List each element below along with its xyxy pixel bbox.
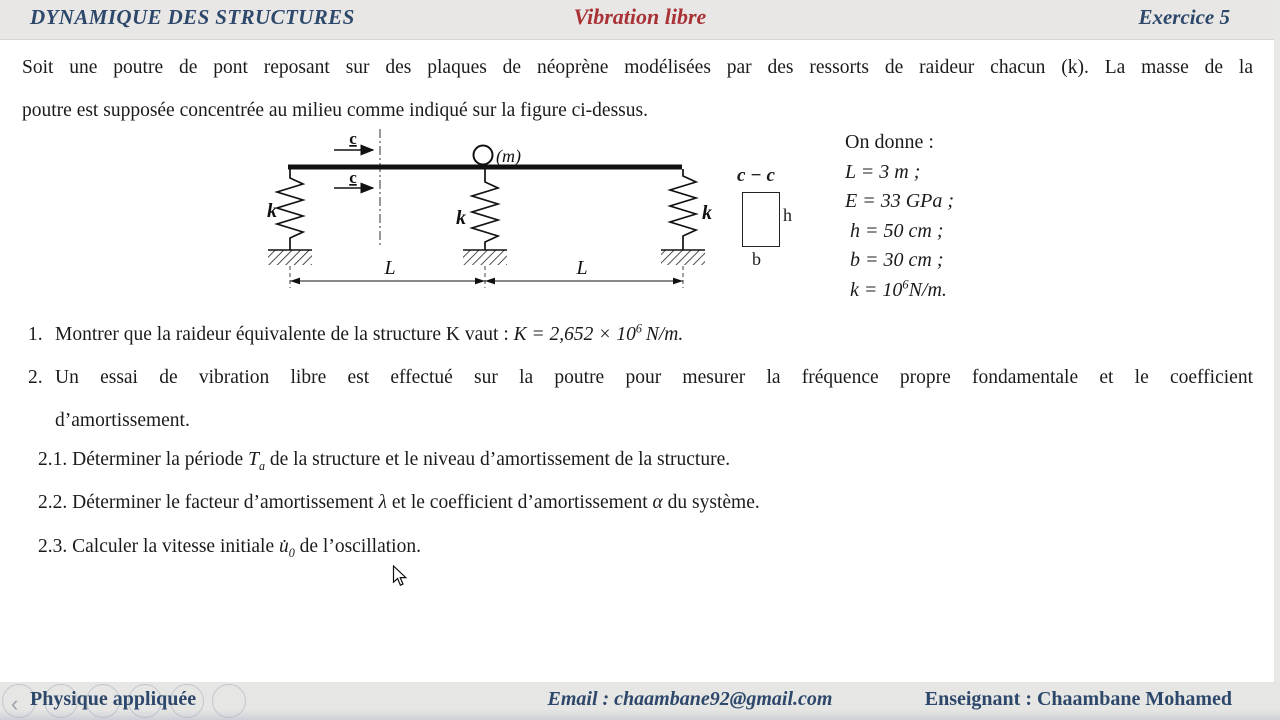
question-2-2-text-mid: et le coefficient d’amortissement bbox=[387, 492, 653, 513]
given-title: On donne : bbox=[845, 131, 934, 153]
given-item-unit: N/m. bbox=[908, 278, 947, 301]
question-2-body bbox=[55, 356, 1253, 442]
exercise-number: Exercice 5 bbox=[1138, 5, 1230, 29]
question-2-2-text: Déterminer le facteur d’amortissement bbox=[67, 492, 379, 513]
question-2-1-text: Déterminer la période bbox=[67, 449, 249, 470]
figure bbox=[0, 125, 1280, 310]
question-1-number: 1. bbox=[28, 324, 43, 345]
cross-section-width-label: b bbox=[752, 249, 761, 269]
question-2-3-text-end: de l’oscillation. bbox=[294, 536, 421, 557]
mouse-cursor-icon bbox=[392, 565, 408, 587]
question-2-line-2: d’amortissement. bbox=[55, 410, 190, 431]
cross-section bbox=[735, 165, 815, 300]
given-data bbox=[845, 128, 954, 305]
section-mark-bottom: c bbox=[349, 168, 357, 187]
question-2-1-number: 2.1. bbox=[38, 449, 68, 470]
velocity-subscript: 0 bbox=[288, 545, 295, 560]
question-2-3 bbox=[38, 533, 1253, 561]
intro-paragraph bbox=[22, 46, 1253, 132]
given-item-h bbox=[845, 217, 954, 247]
dim-label-left: L bbox=[384, 257, 396, 279]
video-edge-strip bbox=[1274, 0, 1280, 720]
spring-right bbox=[670, 169, 696, 250]
dim-arrow bbox=[485, 278, 495, 285]
footer-subject: Physique appliquée bbox=[30, 688, 197, 710]
question-2-1-text-end: de la structure et le niveau d’amortissement de la structure. bbox=[265, 449, 731, 470]
footer-bar bbox=[0, 682, 1280, 720]
course-title: DYNAMIQUE DES STRUCTURES bbox=[30, 5, 355, 29]
cross-section-height-label: h bbox=[783, 205, 792, 225]
question-2-2-number: 2.2. bbox=[38, 492, 68, 513]
question-1 bbox=[28, 313, 1253, 356]
given-item-sup: 6 bbox=[902, 276, 909, 291]
period-symbol: T bbox=[248, 449, 259, 470]
watermark-circle bbox=[212, 684, 246, 718]
question-1-formula: K = 2,652 × 10 bbox=[513, 324, 636, 345]
question-2 bbox=[28, 356, 1253, 442]
question-1-formula-exponent: 6 bbox=[635, 321, 642, 336]
question-2-1 bbox=[38, 446, 1253, 474]
ground-left bbox=[268, 250, 312, 265]
dim-arrow bbox=[673, 278, 683, 285]
velocity-symbol: u̇ bbox=[278, 536, 289, 557]
given-item-text: E = 33 GPa ; bbox=[845, 190, 955, 212]
cross-section-title: c − c bbox=[737, 165, 775, 186]
spring-label-middle: k bbox=[456, 207, 466, 229]
mass-circle bbox=[474, 146, 493, 165]
question-2-2 bbox=[38, 489, 1253, 517]
given-item-text: b = 30 cm ; bbox=[850, 249, 944, 271]
question-1-text: Montrer que la raideur équivalente de la structure K vaut : bbox=[55, 324, 514, 345]
spring-label-left: k bbox=[267, 200, 277, 222]
spring-label-right: k bbox=[702, 202, 712, 224]
question-2-line-1: Un essai de vibration libre est effectué sur la poutre pour mesurer la fréquence propre fondamentale et le coefficient bbox=[55, 367, 1253, 388]
question-1-formula-unit: N/m. bbox=[645, 324, 684, 345]
question-2-number: 2. bbox=[28, 367, 43, 388]
given-item-text: k = 10 bbox=[850, 278, 903, 301]
alpha-symbol: α bbox=[652, 492, 663, 513]
header-bar bbox=[0, 0, 1280, 40]
period-subscript: a bbox=[258, 458, 265, 473]
dim-arrow bbox=[290, 278, 300, 285]
lambda-symbol: λ bbox=[378, 492, 388, 513]
cross-section-rect bbox=[742, 192, 780, 247]
ground-middle bbox=[463, 250, 507, 265]
question-2-3-text: Calculer la vitesse initiale bbox=[67, 536, 279, 557]
question-2-3-number: 2.3. bbox=[38, 536, 68, 557]
given-item-E bbox=[845, 187, 954, 217]
given-item-b bbox=[845, 246, 954, 276]
spring-middle bbox=[472, 169, 498, 250]
question-2-2-text-end: du système. bbox=[662, 492, 760, 513]
given-item-text: L = 3 m ; bbox=[845, 160, 921, 183]
given-item-text: h = 50 cm ; bbox=[850, 219, 944, 242]
intro-line-1: Soit une poutre de pont reposant sur des plaques de néoprène modélisées par des ressorts de raideur chacun (k). La masse de la bbox=[22, 57, 1253, 78]
footer-email: Email : chaambane92@gmail.com bbox=[547, 688, 833, 710]
section-mark-top: c bbox=[349, 129, 357, 148]
dim-label-right: L bbox=[576, 257, 588, 279]
beam-diagram bbox=[230, 125, 730, 303]
dim-arrow bbox=[475, 278, 485, 285]
spring-left bbox=[277, 169, 303, 250]
given-item-k bbox=[845, 276, 954, 306]
footer-teacher: Enseignant : Chaambane Mohamed bbox=[924, 688, 1232, 710]
intro-line-2: poutre est supposée concentrée au milieu comme indiqué sur la figure ci-dessus. bbox=[22, 100, 648, 121]
given-item-L bbox=[845, 158, 954, 188]
chevron-left-icon[interactable]: ‹ bbox=[11, 691, 19, 716]
chapter-title: Vibration libre bbox=[573, 4, 707, 29]
ground-right bbox=[661, 250, 705, 265]
mass-label: (m) bbox=[496, 146, 521, 166]
